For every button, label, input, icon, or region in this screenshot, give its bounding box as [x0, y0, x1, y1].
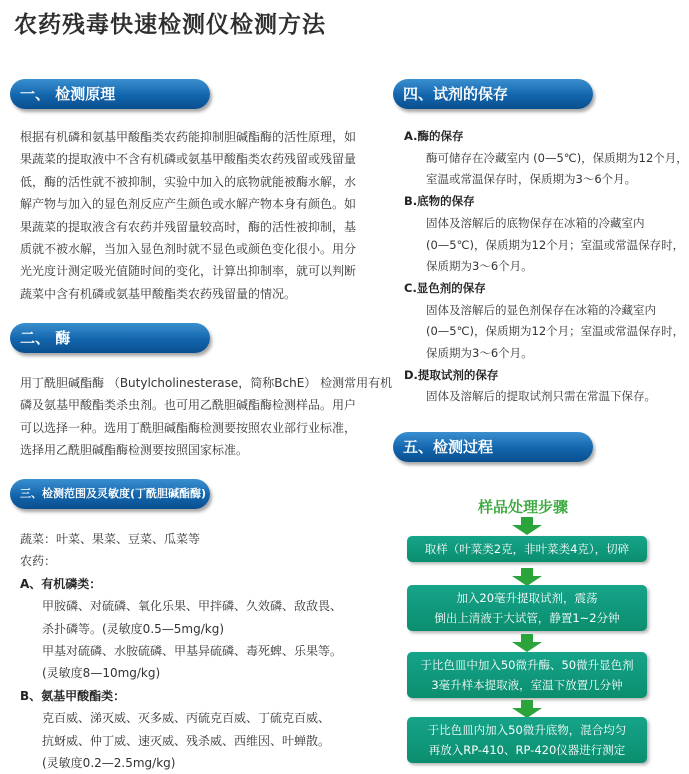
principle-line: 果蔬菜的提取液中不含有机磷或氨基甲酸酯类农药残留或残留量 — [20, 152, 357, 167]
flow-step-text: 加入20毫升提取试剂，震荡 — [456, 591, 598, 605]
principle-text — [20, 126, 356, 305]
flow-step-text: 取样（叶菜类2克，非叶菜类4克），切碎 — [424, 542, 630, 556]
carbamate-line: (灵敏度0.2—2.5mg/kg) — [42, 756, 176, 771]
storage-label: A.酶的保存 — [404, 129, 464, 143]
flow-step-3 — [407, 652, 647, 698]
section-heading-enzyme: 二、 酶 — [10, 323, 210, 353]
principle-line: 低，酶的活性就不被抑制，实验中加入的底物就能被酶水解，水 — [20, 174, 357, 189]
carbamate-label: B、氨基甲酸酯类： — [20, 688, 126, 703]
section-heading-scope: 三、检测范围及灵敏度(丁酰胆碱酯酶) — [10, 479, 210, 509]
enzyme-line: 磷及氨基甲酸酯类杀虫剂。也可用乙酰胆碱酯酶检测样品。用户 — [20, 398, 357, 413]
section-heading-procedure: 五、检测过程 — [393, 432, 593, 462]
storage-line: 固体及溶解后的提取试剂只需在常温下保存。 — [426, 389, 656, 404]
storage-line: (0—5℃)，保质期为12个月；室温或常温保存时， — [426, 237, 685, 252]
carbamate-line: 克百威、涕灭威、灭多威、丙硫克百威、丁硫克百威、 — [42, 711, 331, 726]
flow-step-4 — [407, 717, 647, 763]
storage-text — [404, 126, 688, 408]
flow-arrow — [512, 568, 542, 586]
storage-label: B.底物的保存 — [404, 194, 475, 209]
storage-line: 固体及溶解后的底物保存在冰箱的冷藏室内 — [426, 215, 645, 230]
page-title: 农药残毒快速检测仪检测方法 — [14, 12, 326, 38]
principle-line: 根据有机磷和氨基甲酸酯类农药能抑制胆碱酯酶的活性原理，如 — [20, 130, 357, 144]
flow-arrow — [512, 517, 542, 535]
flow-step-text: 再放入RP-410、RP-420仪器进行测定 — [428, 743, 626, 757]
storage-line: 保质期为3～6个月。 — [426, 259, 533, 274]
storage-line: 酶可储存在冷藏室内 (0—5℃)，保质期为12个月， — [426, 150, 688, 165]
principle-line: 解产物与加入的显色剂反应产生颜色或水解产物本身有颜色。如 — [20, 197, 357, 212]
flow-step-text: 3毫升样本提取液，室温下放置几分钟 — [431, 678, 623, 692]
storage-line: 固体及溶解后的显色剂保存在冰箱的冷藏室内 — [426, 302, 656, 317]
flow-step-text: 于比色皿内加入50微升底物，混合均匀 — [427, 723, 627, 737]
vegetables-line: 蔬菜：叶菜、果菜、豆菜、瓜菜等 — [20, 532, 201, 546]
carbamate-line: 抗蚜威、仲丁威、速灭威、残杀威、西维因、叶蝉散。 — [42, 733, 331, 748]
flow-arrow — [512, 634, 542, 652]
enzyme-text — [20, 372, 392, 462]
organophosphate-line: (灵敏度8—10mg/kg) — [42, 666, 161, 681]
pesticides-label: 农药： — [20, 554, 57, 569]
section-heading-reagent-storage: 四、试剂的保存 — [393, 79, 593, 109]
organophosphate-label: A、有机磷类： — [20, 576, 102, 591]
flow-arrow — [512, 700, 542, 718]
principle-line: 光光度计测定吸光值随时间的变化，计算出抑制率，就可以判断 — [20, 264, 357, 279]
organophosphate-line: 杀扑磷等。(灵敏度0.5—5mg/kg) — [42, 621, 224, 636]
storage-line: 室温或常温保存时，保质期为3～6个月。 — [426, 172, 637, 187]
principle-line: 果蔬菜的提取液含有农药并残留量较高时，酶的活性被抑制，基 — [20, 219, 357, 234]
enzyme-line: 用丁酰胆碱酯酶 （Butylcholinesterase，简称BchE） 检测常用有机 — [20, 376, 393, 390]
organophosphate-line: 甲胺磷、对硫磷、氧化乐果、甲拌磷、久效磷、敌敌畏、 — [42, 599, 343, 614]
storage-label: C.显色剂的保存 — [404, 280, 486, 295]
section-heading-principle: 一、 检测原理 — [10, 79, 210, 109]
storage-line: 保质期为3～6个月。 — [426, 346, 533, 361]
enzyme-line: 可以选择一种。选用丁酰胆碱酯酶检测要按照农业部行业标准， — [20, 420, 357, 435]
flow-step-text: 倒出上清液于大试管，静置1~2分钟 — [434, 611, 620, 625]
enzyme-line: 选择用乙酰胆碱酯酶检测要按照国家标准。 — [20, 443, 249, 458]
flow-step-2 — [407, 585, 647, 631]
flow-title: 样品处理步骤 — [478, 498, 569, 516]
storage-line: (0—5℃)，保质期为12个月；室温或常温保存时， — [426, 324, 685, 339]
principle-line: 蔬菜中含有机磷或氨基甲酸酯类农药残留量的情况。 — [20, 286, 297, 301]
principle-line: 质就不被水解，当加入显色剂时就不显色或颜色变化很小。用分 — [20, 242, 357, 257]
storage-label: D.提取试剂的保存 — [404, 367, 499, 382]
organophosphate-line: 甲基对硫磷、水胺硫磷、甲基异硫磷、毒死蜱、乐果等。 — [42, 644, 343, 659]
flow-step-text: 于比色皿中加入50微升酶、50微升显色剂 — [420, 658, 634, 672]
flow-step-1 — [407, 536, 647, 562]
scope-text — [20, 528, 342, 774]
